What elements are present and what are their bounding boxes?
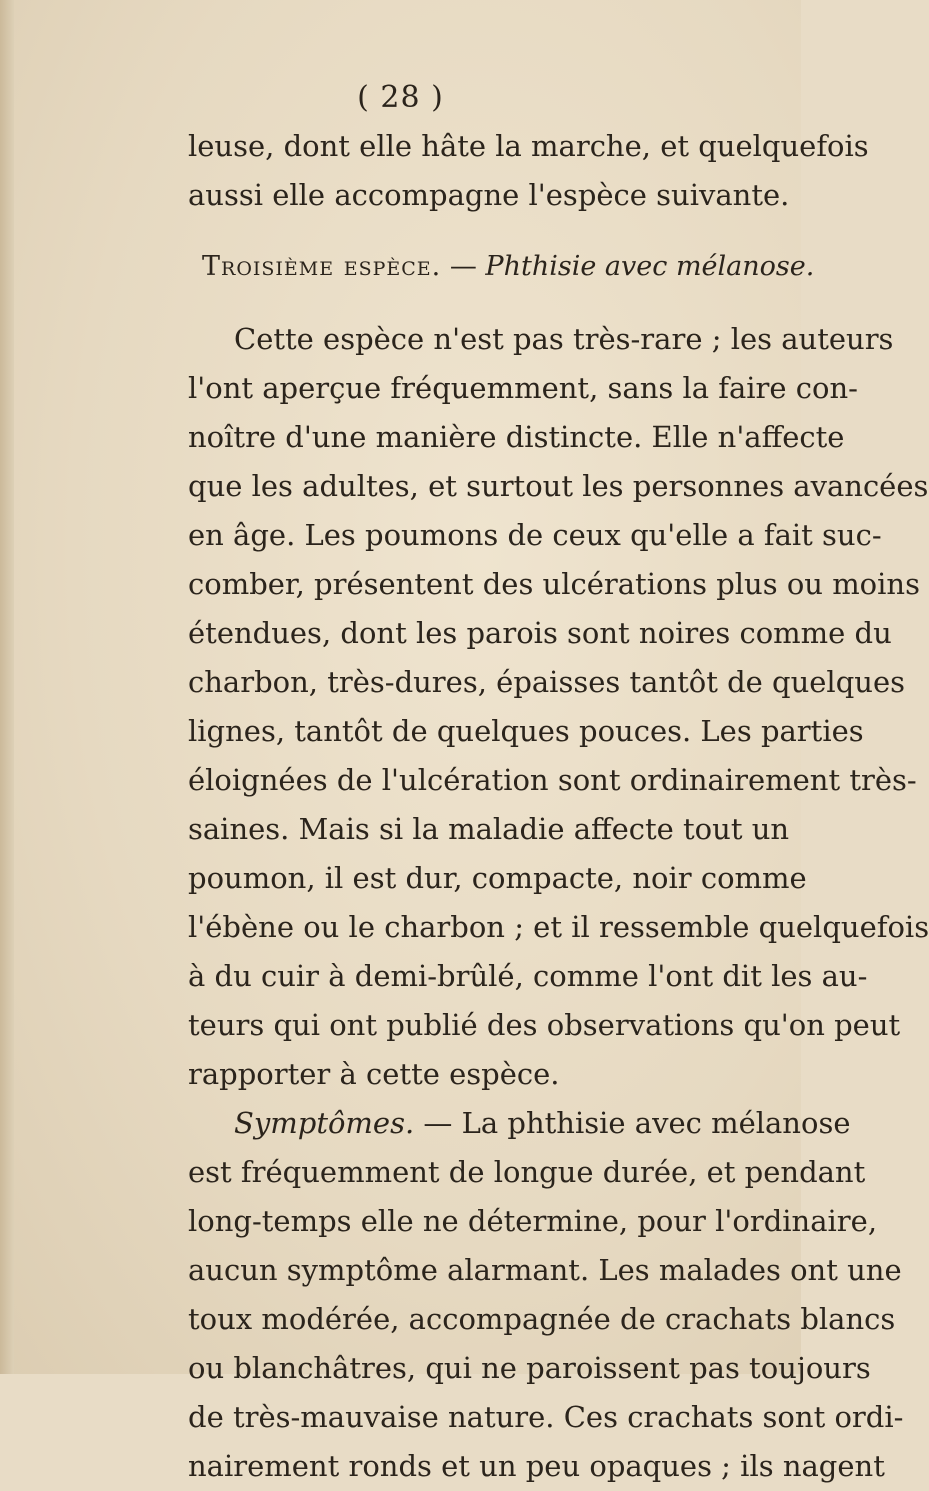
paragraph-2 — [188, 1099, 904, 1491]
symptoms-lead-rest: — La phthisie avec mélanose — [423, 1106, 851, 1140]
text-block — [188, 122, 929, 1491]
text-line: charbon, très-dures, épaisses tantôt de quelques — [188, 665, 905, 699]
text-line: Cette espèce n'est pas très-rare ; les auteurs — [234, 322, 894, 356]
text-line: est fréquemment de longue durée, et pendant — [188, 1155, 866, 1189]
paragraph-1 — [188, 315, 929, 1099]
text-line: ou blanchâtres, qui ne paroissent pas toujours — [188, 1351, 871, 1385]
heading-title: Phthisie avec mélanose. — [485, 251, 815, 282]
text-line: l'ont aperçue fréquemment, sans la faire con- — [188, 371, 858, 405]
text-line: que les adultes, et surtout les personnes avancées — [188, 469, 929, 503]
page-edge-shadow — [0, 0, 14, 1374]
text-line: comber, présentent des ulcérations plus ou moins — [188, 567, 920, 601]
text-line: lignes, tantôt de quelques pouces. Les parties — [188, 714, 864, 748]
text-line: étendues, dont les parois sont noires comme du — [188, 616, 892, 650]
heading-label: Troisième espèce. — [202, 251, 442, 282]
text-line: noître d'une manière distincte. Elle n'affecte — [188, 420, 845, 454]
section-heading — [188, 242, 815, 291]
text-line: de très-mauvaise nature. Ces crachats sont ordi- — [188, 1400, 904, 1434]
page-number: ( 28 ) — [357, 80, 444, 115]
text-line: poumon, il est dur, compacte, noir comme — [188, 861, 807, 895]
text-line: en âge. Les poumons de ceux qu'elle a fait suc- — [188, 518, 882, 552]
text-line: à du cuir à demi-brûlé, comme l'ont dit les au- — [188, 959, 868, 993]
text-line: aussi elle accompagne l'espèce suivante. — [188, 178, 790, 212]
text-line: teurs qui ont publié des observations qu'on peut — [188, 1008, 901, 1042]
text-line — [188, 1099, 851, 1148]
text-line: long-temps elle ne détermine, pour l'ordinaire, — [188, 1204, 878, 1238]
text-line: l'ébène ou le charbon ; et il ressemble quelquefois — [188, 910, 929, 944]
text-line: toux modérée, accompagnée de crachats blancs — [188, 1302, 896, 1336]
heading-dash: — — [449, 251, 477, 282]
text-line: saines. Mais si la maladie affecte tout un — [188, 812, 790, 846]
symptoms-lead: Symptômes. — [234, 1106, 415, 1140]
text-line: éloignées de l'ulcération sont ordinairement très- — [188, 763, 917, 797]
text-line: leuse, dont elle hâte la marche, et quelquefois — [188, 129, 869, 163]
text-line: rapporter à cette espèce. — [188, 1057, 560, 1091]
text-line: nairement ronds et un peu opaques ; ils nagent — [188, 1449, 885, 1483]
text-line: aucun symptôme alarmant. Les malades ont une — [188, 1253, 902, 1287]
